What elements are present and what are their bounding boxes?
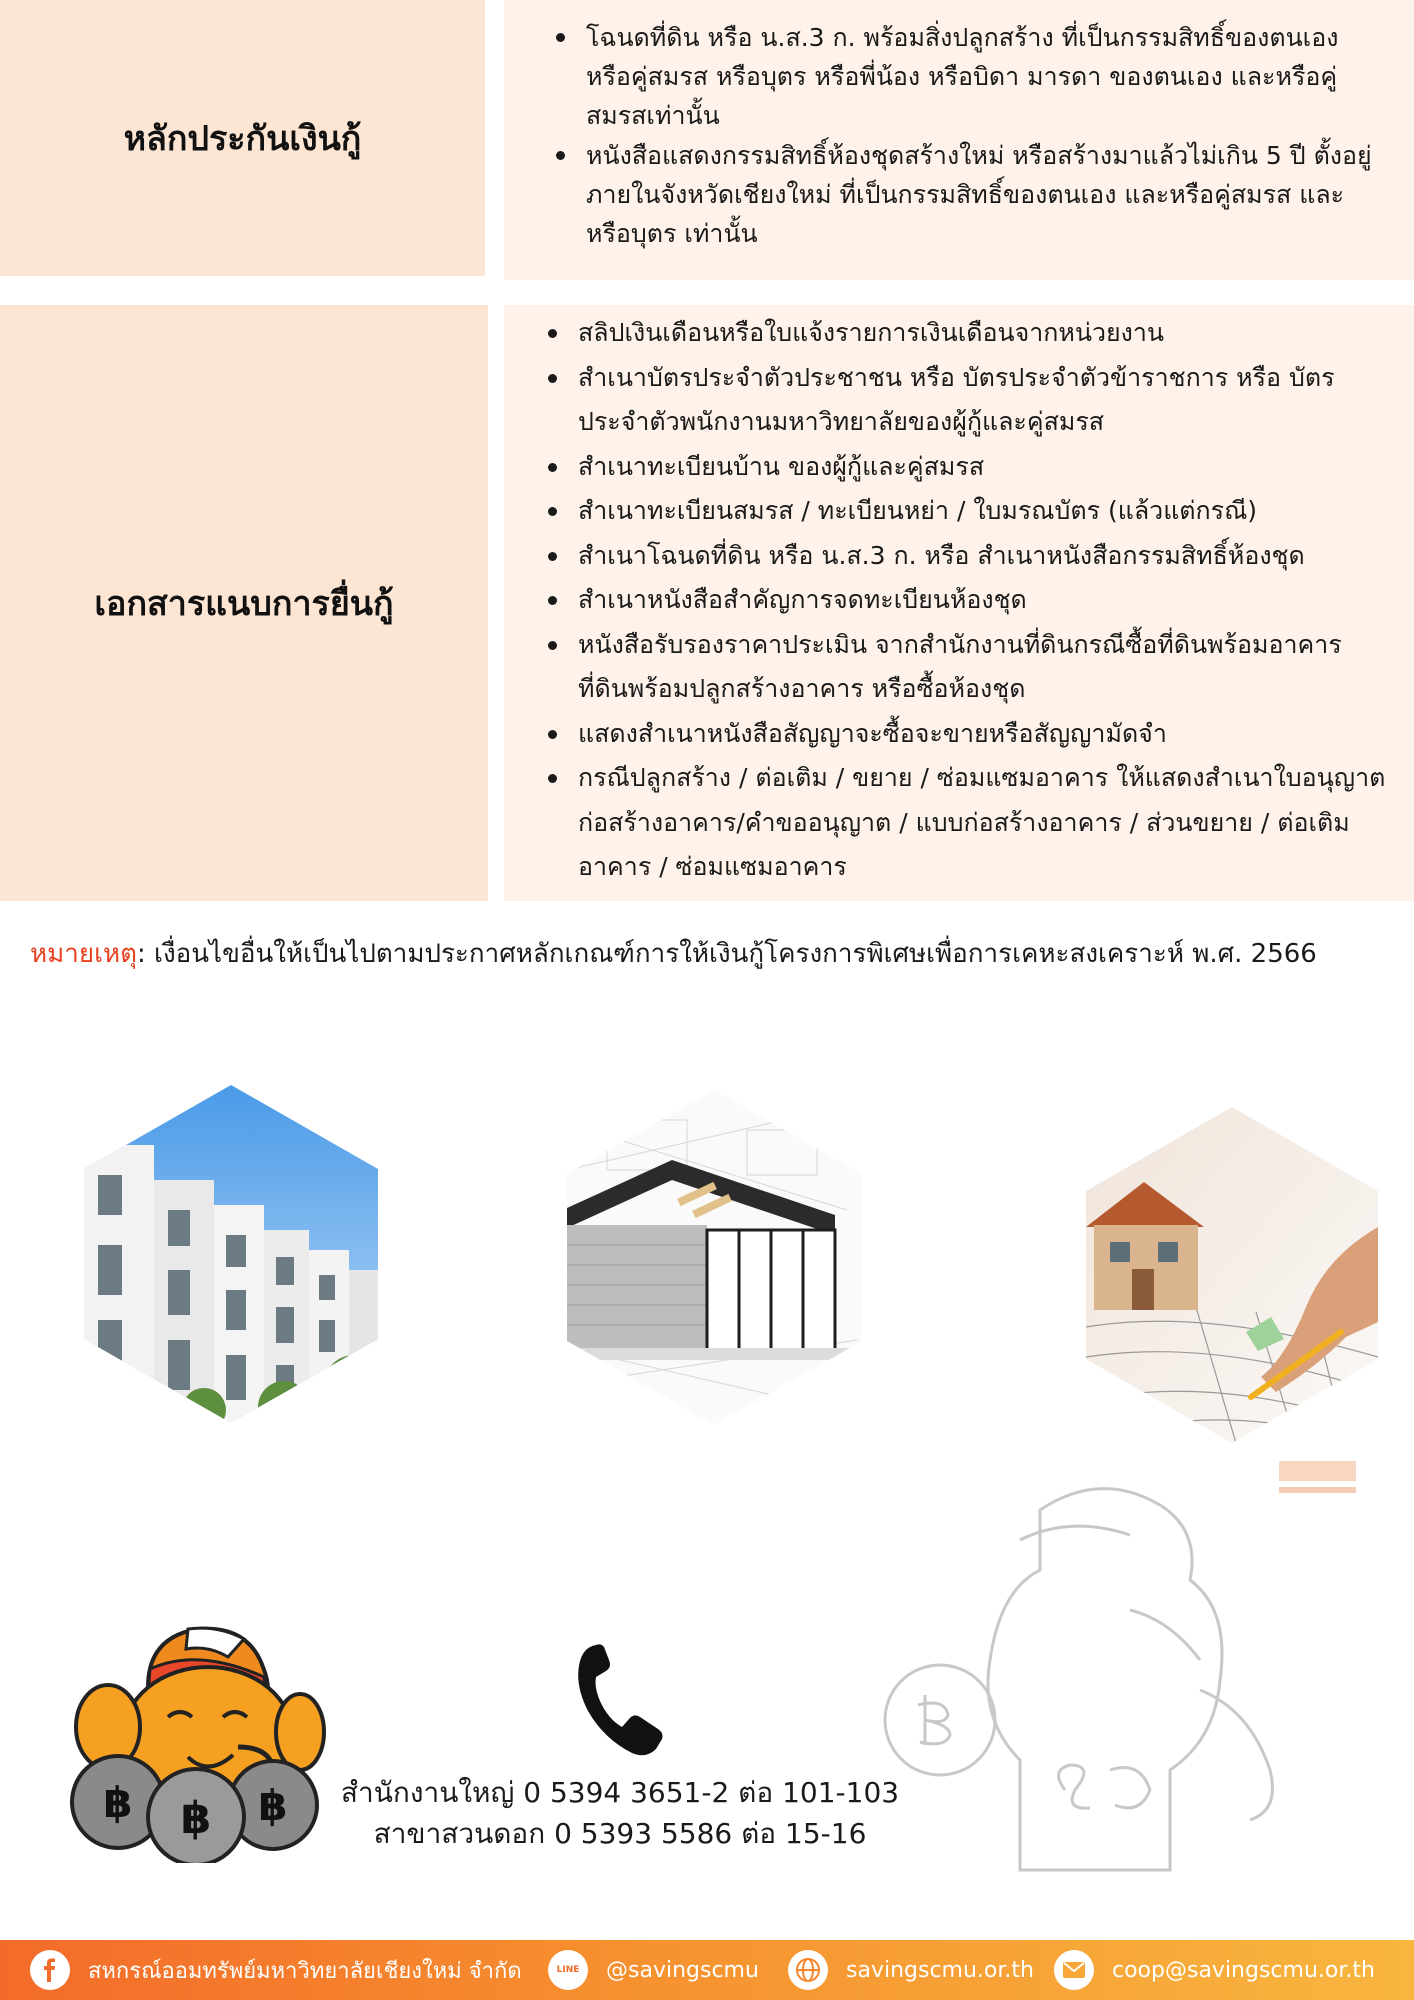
document-item: สลิปเงินเดือนหรือใบแจ้งรายการเงินเดือนจากหน่วยงาน xyxy=(578,311,1394,356)
mail-icon xyxy=(1054,1950,1094,1990)
collateral-heading: หลักประกันเงินกู้ xyxy=(123,119,362,159)
collateral-item: หนังสือแสดงกรรมสิทธิ์ห้องชุดสร้างใหม่ หรือสร้างมาแล้วไม่เกิน 5 ปี ตั้งอยู่ภายในจังหวัดเชียงใหม่ ที่เป็นกรรมสิทธิ์ของตนเอง และหรือคู่สมรส และหรือบุตร เท่านั้น xyxy=(586,136,1384,253)
document-item: หนังสือรับรองราคาประเมิน จากสำนักงานที่ดินกรณีซื้อที่ดินพร้อมอาคาร ที่ดินพร้อมปลูกสร้างอาคาร หรือซื้อห้องชุด xyxy=(578,623,1394,712)
globe-icon xyxy=(788,1950,828,1990)
document-item: สำเนาโฉนดที่ดิน หรือ น.ส.3 ก. หรือ สำเนาหนังสือกรรมสิทธิ์ห้องชุด xyxy=(578,534,1394,579)
footer-facebook[interactable] xyxy=(30,1940,522,2000)
footer-bar xyxy=(0,1940,1414,2000)
line-icon-text: LINE xyxy=(556,1965,580,1975)
footer-website[interactable] xyxy=(788,1940,1034,2000)
collateral-content-cell xyxy=(504,0,1414,280)
document-item: แสดงสำเนาหนังสือสัญญาจะซื้อจะขายหรือสัญญามัดจำ xyxy=(578,712,1394,757)
coin-symbol: ฿ xyxy=(103,1778,133,1827)
collateral-heading-cell xyxy=(0,0,485,276)
house-model-photo xyxy=(1086,1107,1378,1443)
organization-name: สหกรณ์ออมทรัพย์มหาวิทยาลัยเชียงใหม่ จำกัด xyxy=(88,1958,522,1984)
remark xyxy=(30,934,1390,974)
document-item: สำเนาบัตรประจำตัวประชาชน หรือ บัตรประจำตัวข้าราชการ หรือ บัตรประจำตัวพนักงานมหาวิทยาลัยของผู้กู้และคู่สมรส xyxy=(578,356,1394,445)
mascot-logo xyxy=(68,1617,326,1863)
email-address: coop@savingscmu.or.th xyxy=(1112,1957,1375,1983)
document-item: สำเนาหนังสือสำคัญการจดทะเบียนห้องชุด xyxy=(578,578,1394,623)
facebook-icon xyxy=(30,1950,70,1990)
modern-house-photo xyxy=(567,1090,862,1425)
documents-heading: เอกสารแนบการยื่นกู้ xyxy=(94,584,394,624)
phone-icon xyxy=(574,1639,664,1759)
documents-heading-cell xyxy=(0,305,488,901)
remark-text: : เงื่อนไขอื่นให้เป็นไปตามประกาศหลักเกณฑ์การให้เงินกู้โครงการพิเศษเพื่อการเคหะสงเคราะห์ พ.ศ. 2566 xyxy=(137,939,1317,969)
remark-label: หมายเหตุ xyxy=(30,939,138,969)
documents-content-cell xyxy=(504,305,1414,901)
mascot-sketch-watermark xyxy=(870,1470,1330,1900)
collateral-list xyxy=(534,18,1384,253)
collateral-item: โฉนดที่ดิน หรือ น.ส.3 ก. พร้อมสิ่งปลูกสร้าง ที่เป็นกรรมสิทธิ์ของตนเอง หรือคู่สมรส หรือบุตร หรือพี่น้อง หรือบิดา มารดา ของตนเอง และหรือคู่สมรสเท่านั้น xyxy=(586,18,1384,135)
townhouse-photo xyxy=(84,1085,378,1423)
documents-list xyxy=(526,311,1394,890)
branch-phone: สาขาสวนดอก 0 5393 5586 ต่อ 15-16 xyxy=(373,1817,867,1850)
line-handle: @savingscmu xyxy=(606,1957,759,1983)
coin-symbol: ฿ xyxy=(180,1793,212,1844)
coin-symbol: ฿ xyxy=(258,1781,288,1830)
head-office-phone: สำนักงานใหญ่ 0 5394 3651-2 ต่อ 101-103 xyxy=(340,1776,900,1809)
contact-info xyxy=(340,1772,900,1854)
document-item: สำเนาทะเบียนสมรส / ทะเบียนหย่า / ใบมรณบัตร (แล้วแต่กรณี) xyxy=(578,489,1394,534)
line-icon xyxy=(548,1950,588,1990)
footer-line[interactable] xyxy=(548,1940,759,2000)
document-item: กรณีปลูกสร้าง / ต่อเติม / ขยาย / ซ่อมแซมอาคาร ให้แสดงสำเนาใบอนุญาตก่อสร้างอาคาร/คำขออนุญาต / แบบก่อสร้างอาคาร / ส่วนขยาย / ต่อเติมอาคาร / ซ่อมแซมอาคาร xyxy=(578,756,1394,890)
document-item: สำเนาทะเบียนบ้าน ของผู้กู้และคู่สมรส xyxy=(578,445,1394,490)
website-url: savingscmu.or.th xyxy=(846,1957,1034,1983)
footer-email[interactable] xyxy=(1054,1940,1375,2000)
